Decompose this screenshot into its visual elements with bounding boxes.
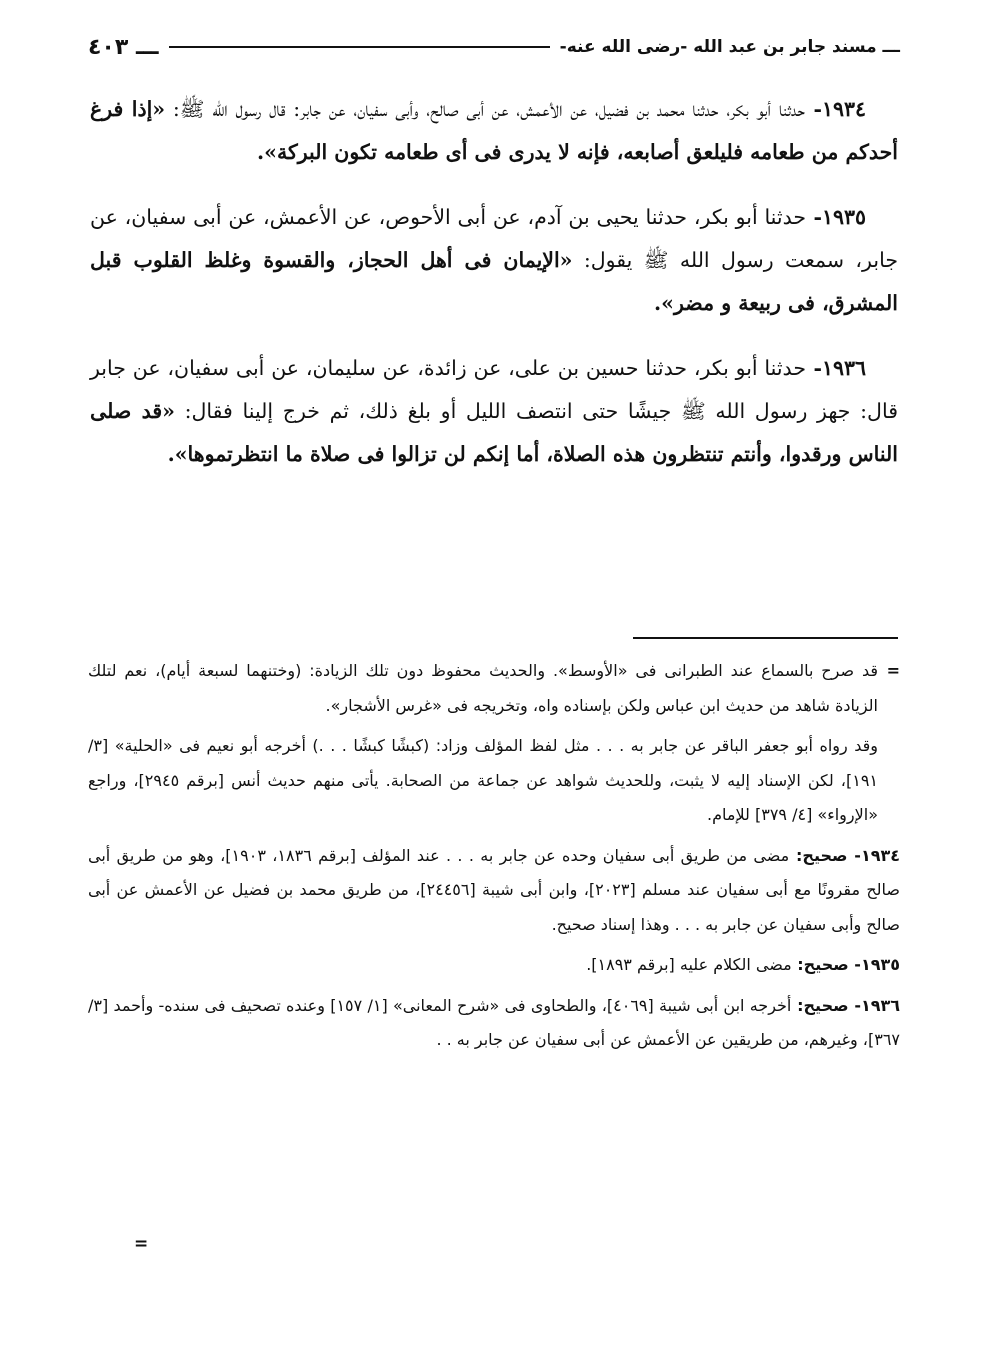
footnote-number: ١٩٣٤- صحيح: <box>789 845 901 865</box>
continuation-marker: = <box>886 661 900 680</box>
footnote-continued <box>88 654 900 723</box>
footnote-text: مضى من طريق أبى سفيان وحده عن جابر به . . . عند المؤلف [برقم ١٨٣٦، ١٩٠٣]، وهو من طريق أبى صالح مقرونًا مع أبى سفيان عند مسلم [٢٠٢٣]، وابن أبى شيبة [٢٤٤٥٦]، من طريق محمد بن فضيل عن الأعمش عن أبى صالح وأبى سفيان عن جابر به . . . وهذا إسناد صحيح. <box>88 845 901 934</box>
hadith-chain: حدثنا أبو بكر، حدثنا يحيى بن آدم، عن أبى الأحوص، عن الأعمش، عن أبى سفيان، عن جابر، سمعت رسول الله ﷺ يقول: <box>90 205 898 272</box>
hadith-text <box>90 88 898 498</box>
footnote-text: قد صرح بالسماع عند الطبرانى فى «الأوسط». والحديث محفوظ دون تلك الزيادة: (وختنهما لسبعة أيام)، نعم لتلك الزيادة شاهد من حديث ابن عباس ولكن بإسناده واه، وتخريجه فى «غرس الأشجار». <box>88 661 878 715</box>
hadith-number: ١٩٣٤- <box>805 97 866 121</box>
footnote-paragraph <box>88 729 900 833</box>
hadith-1934 <box>90 88 898 174</box>
footnote-text: أخرجه ابن أبى شيبة [٤٠٦٩]، والطحاوى فى «شرح المعانى» [١/ ١٥٧] وعنده تصحيف فى سنده- وأحمد [٣/ ٣٦٧]، وغيرهم، من طريقين عن الأعمش عن أبى سفيان عن جابر به . . <box>88 995 900 1049</box>
footnote-text: وقد رواه أبو جعفر الباقر عن جابر به . . . مثل لفظ المؤلف وزاد: (كبشًا كبشًا . . .) أخرجه أبو نعيم فى «الحلية» [٣/ ١٩١]، لكن الإسناد إليه لا يثبت، وللحديث شواهد عن جماعة من الصحابة. يأتى منهم حديث أنس [برقم ٢٩٤٥]، وراجع «الإرواء» [٤/ ٣٧٩] للإمام. <box>88 736 878 824</box>
footnote-1934 <box>88 839 900 943</box>
hadith-matn: «إذا فرغ أحدكم من طعامه فليلعق أصابعه، فإنه لا يدرى فى أى طعامه تكون البركة». <box>90 97 898 164</box>
running-header <box>88 30 900 64</box>
hadith-matn: «الإيمان فى أهل الحجاز، والقسوة وغلظ القلوب قبل المشرق، فى ربيعة و مضر». <box>90 248 898 315</box>
header-title: ـــ مسند جابر بن عبد الله -رضى الله عنه- <box>559 37 900 57</box>
header-rule <box>169 46 550 48</box>
footnote-text: مضى الكلام عليه [برقم ١٨٩٣]. <box>586 955 792 974</box>
hadith-chain: حدثنا أبو بكر، حدثنا حسين بن على، عن زائدة، عن سليمان، عن أبى سفيان، عن جابر قال: جهز رسول الله ﷺ جيشًا حتى انتصف الليل أو بلغ ذلك، ثم خرج إلينا فقال: <box>90 356 898 423</box>
hadith-number: ١٩٣٥- <box>806 205 866 229</box>
hadith-1936 <box>90 347 898 476</box>
hadith-number: ١٩٣٦- <box>806 356 866 380</box>
footnote-number: ١٩٣٥- صحيح: <box>791 955 900 974</box>
footnote-number: ١٩٣٦- صحيح: <box>791 995 901 1015</box>
continuation-marker-end: = <box>134 1234 149 1254</box>
hadith-1935 <box>90 196 898 325</box>
footnote-1935 <box>88 948 900 983</box>
hadith-matn: «قد صلى الناس ورقدوا، وأنتم تنتظرون هذه الصلاة، أما إنكم لن تزالوا فى صلاة ما انتظرتموها». <box>90 399 898 466</box>
footnotes <box>88 654 900 1064</box>
hadith-chain: حدثنا أبو بكر، حدثنا محمد بن فضيل، عن الأعمش، عن أبى صالح، وأبى سفيان، عن جابر: قال رسول الله ﷺ: <box>165 97 806 121</box>
page-number: ـــ ٤٠٣ <box>88 34 159 60</box>
footnote-separator <box>633 637 898 639</box>
footnote-1936 <box>88 989 900 1058</box>
